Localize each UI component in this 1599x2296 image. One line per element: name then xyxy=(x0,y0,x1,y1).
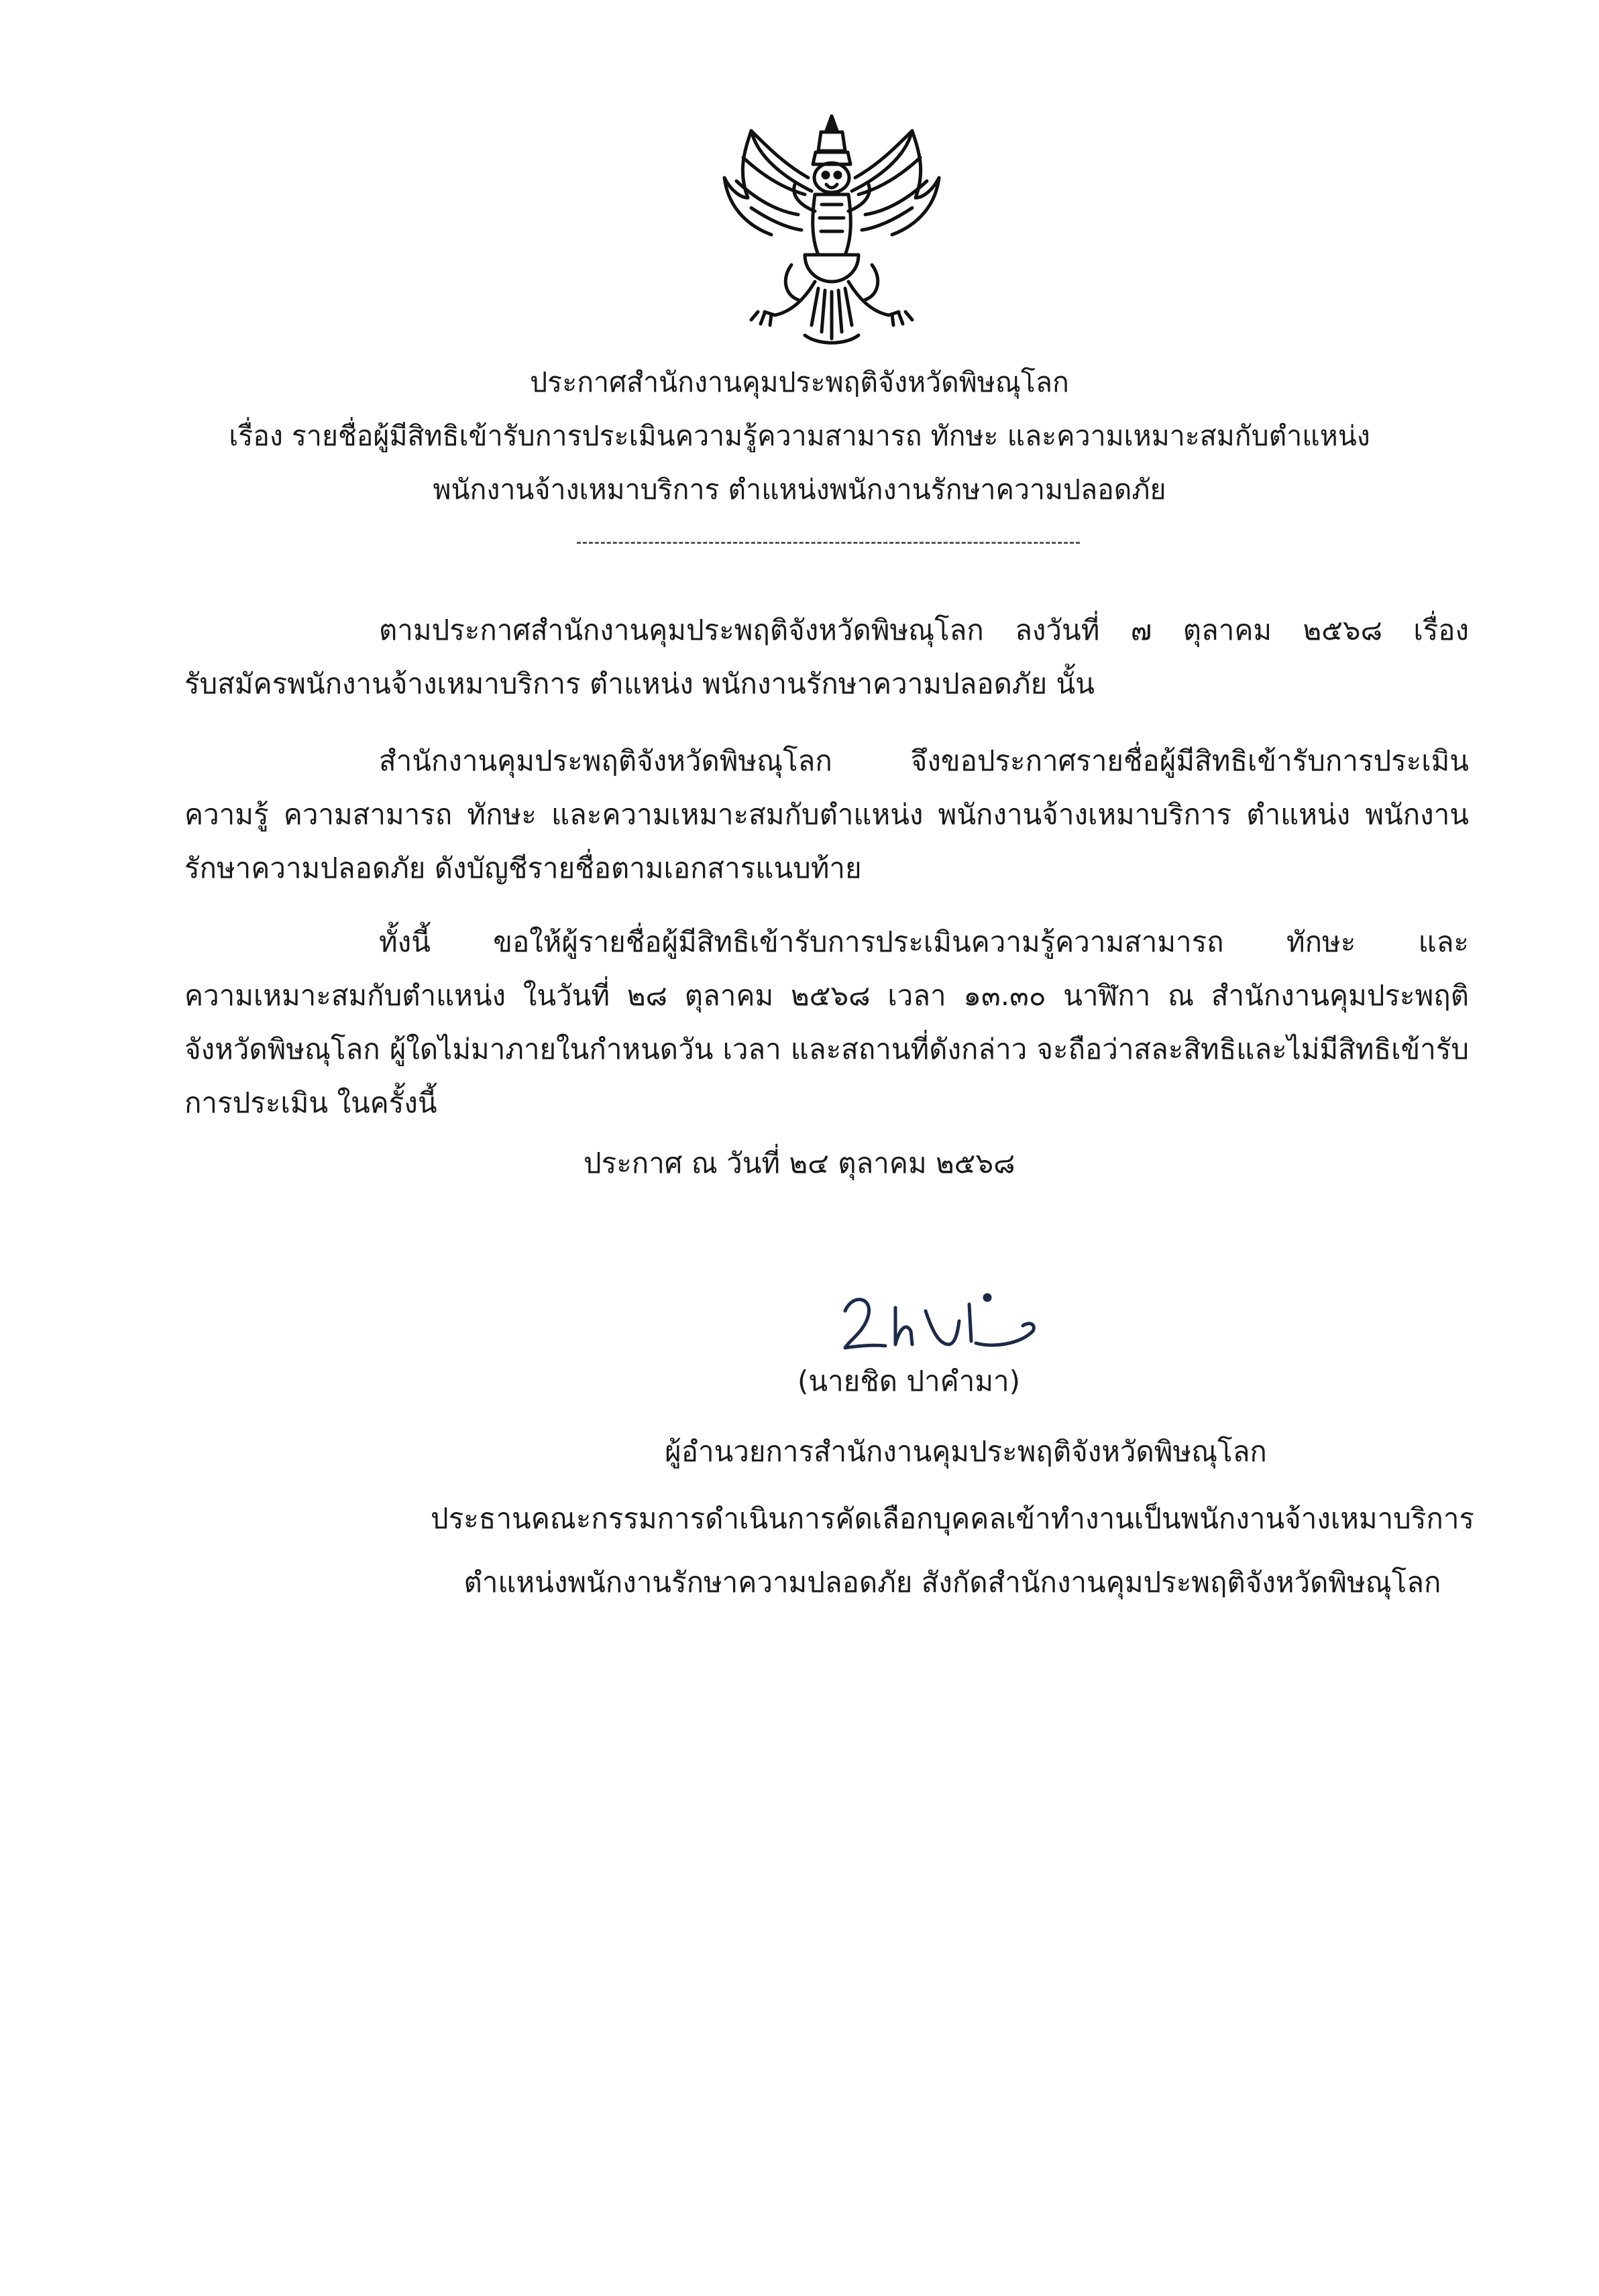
paragraph-3-line-1: ทั้งนี้ ขอให้ผู้รายชื่อผู้มีสิทธิเข้ารับการประเมินความรู้ความสามารถ ทักษะ และ xyxy=(379,925,1469,958)
announcement-title: ประกาศสำนักงานคุมประพฤติจังหวัดพิษณุโลก xyxy=(530,366,1069,398)
signer-position: ผู้อำนวยการสำนักงานคุมประพฤติจังหวัดพิษณุโลก xyxy=(665,1435,1267,1468)
signer-name: (นายชิด ปาคำมา) xyxy=(797,1365,1020,1397)
handwritten-signature xyxy=(832,1284,1053,1358)
announcement-subject: เรื่อง รายชื่อผู้มีสิทธิเข้ารับการประเมินความรู้ความสามารถ ทักษะ และความเหมาะสมกับตำแหน่ง xyxy=(229,420,1370,452)
title-divider xyxy=(577,542,1080,544)
paragraph-3-line-2: ความเหมาะสมกับตำแหน่ง ในวันที่ ๒๘ ตุลาคม ๒๕๖๘ เวลา ๑๓.๓๐ นาฬิกา ณ สำนักงานคุมประพฤติ xyxy=(184,979,1469,1012)
paragraph-1-line-2: รับสมัครพนักงานจ้างเหมาบริการ ตำแหน่ง พนักงานรักษาความปลอดภัย นั้น xyxy=(184,667,1095,700)
signer-committee-role-continued: ตำแหน่งพนักงานรักษาความปลอดภัย สังกัดสำนักงานคุมประพฤติจังหวัดพิษณุโลก xyxy=(463,1566,1441,1599)
garuda-emblem-icon xyxy=(711,111,952,352)
paragraph-1-line-1: ตามประกาศสำนักงานคุมประพฤติจังหวัดพิษณุโลก ลงวันที่ ๗ ตุลาคม ๒๕๖๘ เรื่อง xyxy=(379,614,1469,646)
signer-committee-role: ประธานคณะกรรมการดำเนินการคัดเลือกบุคคลเข้าทำงานเป็นพนักงานจ้างเหมาบริการ xyxy=(431,1502,1474,1535)
announcement-subject-continued: พนักงานจ้างเหมาบริการ ตำแหน่งพนักงานรักษาความปลอดภัย xyxy=(433,473,1166,506)
paragraph-3-line-3: จังหวัดพิษณุโลก ผู้ใดไม่มาภายในกำหนดวัน เวลา และสถานที่ดังกล่าว จะถือว่าสละสิทธิและไม่มีสิทธิเข้ารับ xyxy=(184,1033,1469,1066)
announcement-date: ประกาศ ณ วันที่ ๒๔ ตุลาคม ๒๕๖๘ xyxy=(584,1147,1015,1180)
paragraph-2-line-1: สำนักงานคุมประพฤติจังหวัดพิษณุโลก จึงขอประกาศรายชื่อผู้มีสิทธิเข้ารับการประเมิน xyxy=(379,744,1469,777)
paragraph-2-line-3: รักษาความปลอดภัย ดังบัญชีรายชื่อตามเอกสารแนบท้าย xyxy=(184,852,862,884)
paragraph-3-line-4: การประเมิน ในครั้งนี้ xyxy=(184,1086,437,1119)
paragraph-2-line-2: ความรู้ ความสามารถ ทักษะ และความเหมาะสมกับตำแหน่ง พนักงานจ้างเหมาบริการ ตำแหน่ง พนักงาน xyxy=(184,798,1469,831)
